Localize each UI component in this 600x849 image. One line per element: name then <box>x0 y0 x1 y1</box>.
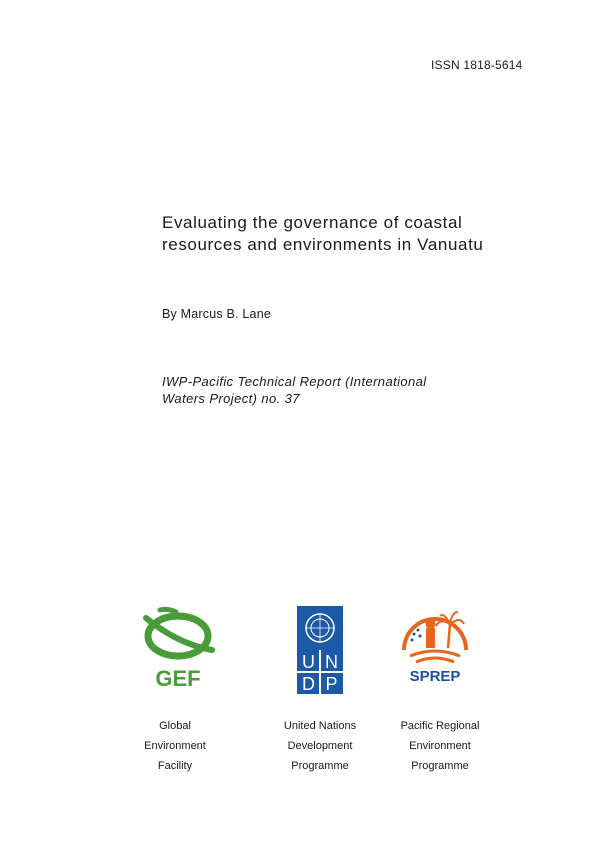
caption-line: Environment <box>409 740 471 752</box>
gef-logo-text: GEF <box>155 666 201 691</box>
report-title <box>162 212 522 256</box>
author-line: By Marcus B. Lane <box>162 307 272 321</box>
caption-line: Programme <box>291 760 349 772</box>
report-series-line-2: Waters Project) no. 37 <box>162 391 300 406</box>
gef-logo <box>138 606 218 692</box>
undp-letter-p: P <box>325 674 338 694</box>
caption-line: Facility <box>157 760 193 772</box>
partner-caption-sprep <box>375 716 505 776</box>
caption-line: Development <box>287 740 353 752</box>
undp-logo <box>297 606 343 694</box>
sprep-logo-text: SPREP <box>409 668 461 685</box>
caption-line: Environment <box>144 740 206 752</box>
partner-caption-undp <box>255 716 385 776</box>
caption-line: United Nations <box>283 720 357 732</box>
title-line-1: Evaluating the governance of coastal <box>162 213 463 232</box>
partner-caption-gef <box>110 716 240 776</box>
undp-letter-n: N <box>325 652 338 672</box>
undp-letter-d: D <box>302 674 315 694</box>
caption-line: Programme <box>411 760 469 772</box>
report-series-line-1: IWP-Pacific Technical Report (International <box>162 374 427 389</box>
undp-letter-u: U <box>302 652 315 672</box>
caption-line: Pacific Regional <box>400 720 480 732</box>
title-line-2: resources and environments in Vanuatu <box>162 235 484 254</box>
sprep-logo <box>396 606 474 686</box>
report-series <box>162 373 427 407</box>
issn-number: ISSN 1818-5614 <box>431 58 523 72</box>
caption-line: Global <box>159 720 191 732</box>
